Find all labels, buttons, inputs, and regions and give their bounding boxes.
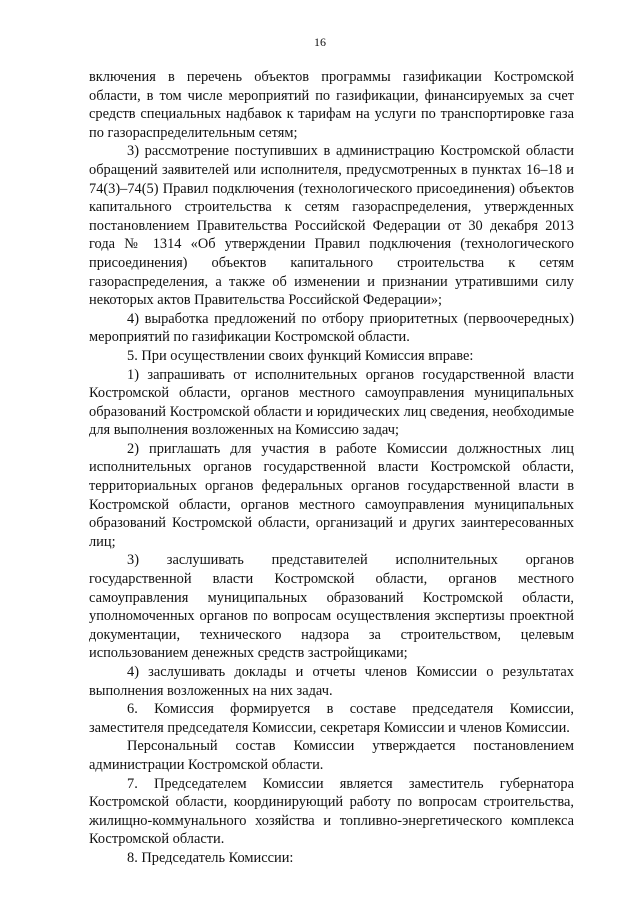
paragraph-item-3: 3) рассмотрение поступивших в администрацию Костромской области обращений заявителей или исполнителя, предусмотренных в пунктах 16–18 и 74(3)–74(5) Правил подключения (технологического присоединения) объектов капитального строительства к сетям газораспределения, утвержденных постановлением Правительства Российской Федерации от 30 декабря 2013 года № 1314 «Об утверждении Правил подключения (технологического присоединения) объектов капитального строительства к сетям газораспределения, а также об изменении и признании утратившими силу некоторых актов Правительства Российской Федерации»;	[89, 143, 574, 309]
paragraph-section-6: 6. Комиссия формируется в составе председателя Комиссии, заместителя председателя Комиссии, секретаря Комиссии и членов Комиссии.	[89, 701, 574, 736]
paragraph-continuation: включения в перечень объектов программы газификации Костромской области, в том числе мероприятий по газификации, финансируемых за счет средств специальных надбавок к тарифам на услуги по транспортировке газа по газораспределительным сетям;	[89, 69, 574, 141]
paragraph-section-5-item-2: 2) приглашать для участия в работе Комиссии должностных лиц исполнительных органов государственной власти Костромской области, территориальных органов федеральных органов государственной власти в Костромской области, органов местного самоуправления муниципальных образований Костромской области, организаций и других заинтересованных лиц;	[89, 440, 574, 550]
paragraph-section-5-item-1: 1) запрашивать от исполнительных органов государственной власти Костромской области, органов местного самоуправления муниципальных образований Костромской области и юридических лиц сведения, необходимые для выполнения возложенных на Комиссию задач;	[89, 366, 574, 439]
paragraph-section-7: 7. Председателем Комиссии является заместитель губернатора Костромской области, координирующий работу по вопросам строительства, жилищно-коммунального хозяйства и топливно-энергетического комплекса Костромской области.	[89, 775, 574, 848]
page-number: 16	[314, 35, 326, 49]
paragraph-section-5-item-4: 4) заслушивать доклады и отчеты членов Комиссии о результатах выполнения возложенных на них задач.	[89, 664, 574, 699]
paragraph-section-5-item-3: 3) заслушивать представителей исполнительных органов государственной власти Костромской области, органов местного самоуправления муниципальных образований Костромской области, уполномоченных органов по вопросам осуществления экспертизы проектной документации, технического надзора за строительством, целевым использованием денежных средств застройщиками;	[89, 552, 574, 662]
paragraph-section-8: 8. Председатель Комиссии:	[127, 849, 294, 866]
paragraph-section-5: 5. При осуществлении своих функций Комиссия вправе:	[127, 347, 474, 364]
document-body	[89, 68, 574, 868]
paragraph-personal-composition: Персональный состав Комиссии утверждается постановлением администрации Костромской области.	[89, 738, 574, 773]
paragraph-item-4: 4) выработка предложений по отбору приоритетных (первоочередных) мероприятий по газификации Костромской области.	[89, 310, 574, 346]
